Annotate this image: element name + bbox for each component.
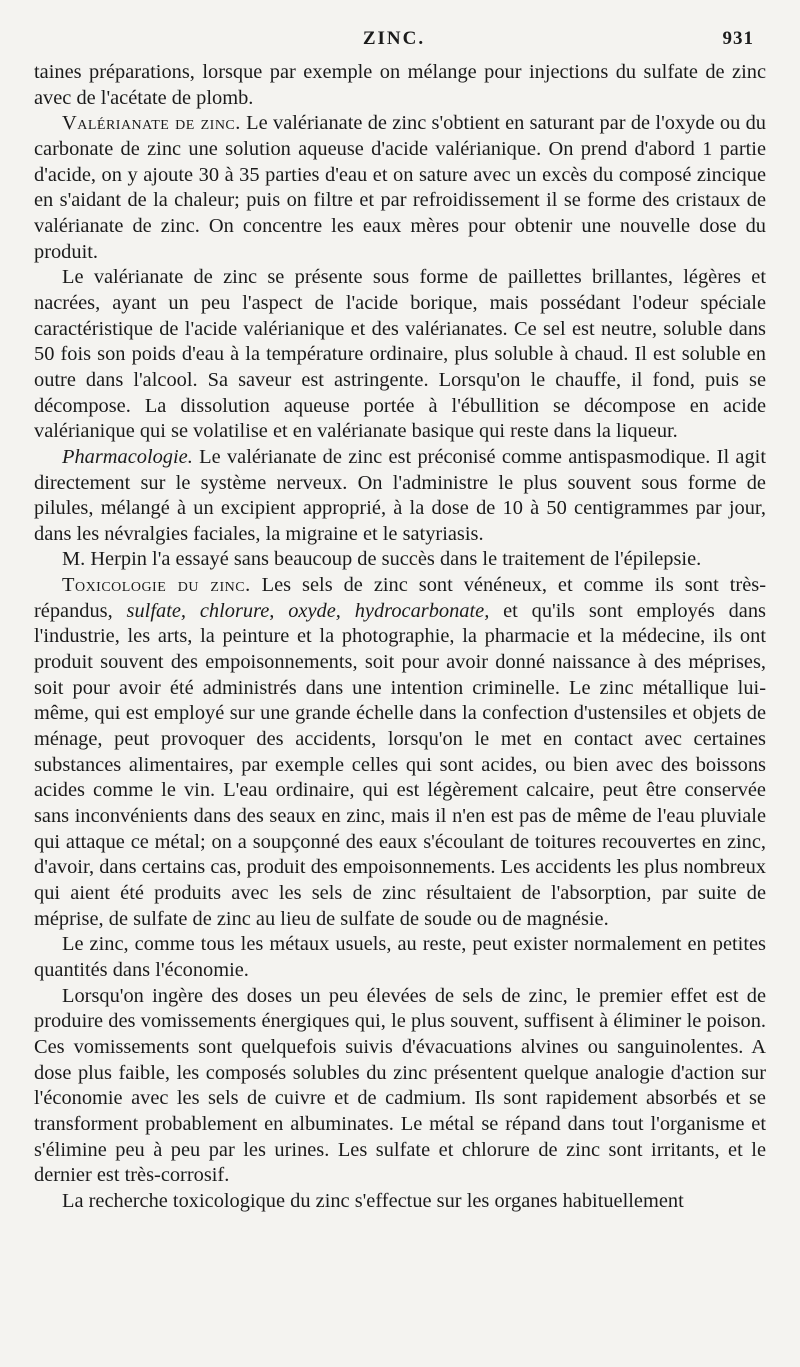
running-header — [34, 28, 754, 58]
paragraph-text: M. Herpin l'a essayé sans beaucoup de succès dans le traitement de l'épilepsie. — [62, 548, 702, 571]
section-heading-valerianate: Valérianate de zinc. — [62, 112, 241, 135]
section-heading-toxicologie: Toxicologie du zinc. — [62, 574, 251, 597]
paragraph-herpin — [34, 547, 766, 573]
paragraph-text: Le zinc, comme tous les métaux usuels, au reste, peut exister normalement en petites quantités dans l'économie. — [34, 933, 766, 981]
italic-salt-list: sulfate, chlorure, oxyde, hydrocarbonate, — [126, 599, 490, 622]
paragraph-text: Le valérianate de zinc est préconisé comme antispasmodique. Il agit directement sur le système nerveux. On l'administre le plus souvent sous forme de pilules, mélangé à un excipient approprié, à la dose de 10 à 50 centigrammes par jour, dans les névralgies faciales, la migraine et le satyriasis. — [34, 445, 766, 545]
paragraph-pharmacologie — [34, 445, 766, 548]
section-heading-pharmacologie: Pharmacologie. — [62, 445, 193, 468]
running-title: ZINC. — [362, 28, 426, 49]
page-number: 931 — [722, 28, 754, 49]
paragraph-text: et qu'ils sont employés dans l'industrie, les arts, la peinture et la photographie, la pharmacie et la médecine, ils ont produit souvent des empoisonnements, soit pour avoir donné naissance à des méprises, soit pour avoir été administrés dans une intention criminelle. Le zinc métallique lui-même, qui est employé sur une grande échelle dans la confection d'ustensiles et objets de ménage, peut provoquer des accidents, lorsqu'on le met en contact avec certaines substances alimentaires, par exemple celles qui sont acides, ou bien avec des boissons acides comme le vin. L'eau ordinaire, qui est légèrement calcaire, peut être conservée sans inconvénients dans des seaux en zinc, mais il n'en est pas de même de l'eau pluviale qui attaque ce métal; on a soupçonné des eaux s'écoulant de toitures recouvertes en zinc, d'avoir, dans certains cas, produit des empoisonnements. Les accidents les plus nombreux qui aient été produits avec les sels de zinc résultaient de l'absorption, par suite de méprise, de sulfate de zinc au lieu de sulfate de soude ou de magnésie. — [34, 599, 766, 930]
paragraph-text: La recherche toxicologique du zinc s'effectue sur les organes habituellement — [62, 1189, 684, 1212]
paragraph-text-lead: Les sels de zinc sont vénéneux, et comme ils sont très-répandus, — [34, 574, 766, 622]
paragraph-toxicologie — [34, 573, 766, 932]
paragraph-ingestion — [34, 984, 766, 1189]
paragraph-text: Lorsqu'on ingère des doses un peu élevées de sels de zinc, le premier effet est de produire des vomissements énergiques qui, le plus souvent, suffisent à éliminer le poison. Ces vomissements sont quelquefois suivis d'évacuations alvines ou sanguinolentes. A dose plus faible, les composés solubles du zinc présentent quelque analogie d'action sur l'économie avec les sels de cuivre et de cadmium. Ils sont rapidement absorbés et se transforment probablement en albuminates. Le métal se répand dans tout l'organisme et s'élimine peu à peu par les urines. Les sulfate et chlorure de zinc sont irritants, et le dernier est très-corrosif. — [34, 984, 766, 1187]
paragraph-text: Le valérianate de zinc s'obtient en saturant par de l'oxyde ou du carbonate de zinc une solution aqueuse d'acide valérianique. On prend d'abord 1 partie d'acide, on y ajoute 30 à 35 parties d'eau et on sature avec un excès du composé zincique en s'aidant de la chaleur; puis on filtre et par refroidissement il se forme des cristaux de valérianate de zinc. On concentre les eaux mères pour obtenir une nouvelle dose du produit. — [34, 112, 766, 263]
paragraph-text: Le valérianate de zinc se présente sous forme de paillettes brillantes, légères et nacrées, ayant un peu l'aspect de l'acide borique, mais possédant l'odeur spéciale caractéristique de l'acide valérianique et des valérianates. Ce sel est neutre, soluble dans 50 fois son poids d'eau à la température ordinaire, plus soluble à chaud. Il est soluble en outre dans l'alcool. Sa saveur est astringente. Lorsqu'on le chauffe, il fond, puis se décompose. La dissolution aqueuse portée à l'ébullition se décompose en acide valérianique qui se volatilise et en valérianate basique qui reste dans la liqueur. — [34, 266, 766, 443]
paragraph-continuation — [34, 60, 766, 111]
page-body — [34, 60, 766, 1215]
paragraph-recherche — [34, 1189, 766, 1215]
paragraph-valerianate-properties — [34, 265, 766, 445]
paragraph-valerianate-preparation — [34, 111, 766, 265]
paragraph-zinc-normal — [34, 932, 766, 983]
paragraph-text: taines préparations, lorsque par exemple on mélange pour injections du sulfate de zinc avec de l'acétate de plomb. — [34, 61, 766, 109]
